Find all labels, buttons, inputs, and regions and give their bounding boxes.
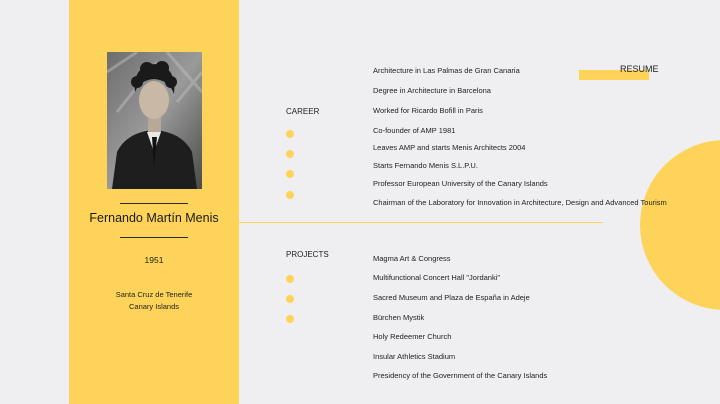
project-item: Bürchen Mystik	[373, 313, 425, 322]
section-divider	[239, 222, 603, 223]
portrait-image	[107, 52, 202, 189]
projects-bullet-dot	[286, 315, 294, 323]
projects-bullet-dot	[286, 275, 294, 283]
resume-label: RESUME	[620, 64, 659, 74]
career-bullet-dot	[286, 191, 294, 199]
project-item: Sacred Museum and Plaza de España in Adeje	[373, 293, 530, 302]
project-item: Multifunctional Concert Hall "Jordanki"	[373, 273, 501, 282]
career-item: Chairman of the Laboratory for Innovation in Architecture, Design and Advanced Tourism	[373, 198, 667, 207]
birth-year: 1951	[144, 255, 164, 265]
projects-heading: PROJECTS	[286, 250, 329, 259]
profile-photo	[107, 52, 202, 189]
name-divider-bottom	[120, 237, 188, 238]
person-name: Fernando Martín Menis	[89, 211, 219, 225]
name-divider-top	[120, 203, 188, 204]
career-item: Professor European University of the Canary Islands	[373, 179, 548, 188]
career-item: Starts Fernando Menis S.L.P.U.	[373, 161, 478, 170]
decorative-circle	[640, 140, 720, 310]
birth-place-line2: Canary Islands	[128, 302, 180, 311]
career-heading: CAREER	[286, 107, 320, 116]
birth-place-line1: Santa Cruz de Tenerife	[115, 290, 193, 299]
project-item: Presidency of the Government of the Canary Islands	[373, 371, 548, 380]
project-item: Magma Art & Congress	[373, 254, 451, 263]
projects-bullet-dot	[286, 295, 294, 303]
birth-place	[69, 289, 239, 313]
project-item: Insular Athletics Stadium	[373, 352, 456, 361]
career-bullet-dot	[286, 170, 294, 178]
career-item: Co-founder of AMP 1981	[373, 126, 456, 135]
project-item: Holy Redeemer Church	[373, 332, 452, 341]
career-item: Worked for Ricardo Bofill in Paris	[373, 106, 483, 115]
career-item: Leaves AMP and starts Menis Architects 2004	[373, 143, 526, 152]
career-bullet-dot	[286, 130, 294, 138]
career-bullet-dot	[286, 150, 294, 158]
career-item: Degree in Architecture in Barcelona	[373, 86, 491, 95]
career-item: Architecture in Las Palmas de Gran Canaria	[373, 66, 520, 75]
